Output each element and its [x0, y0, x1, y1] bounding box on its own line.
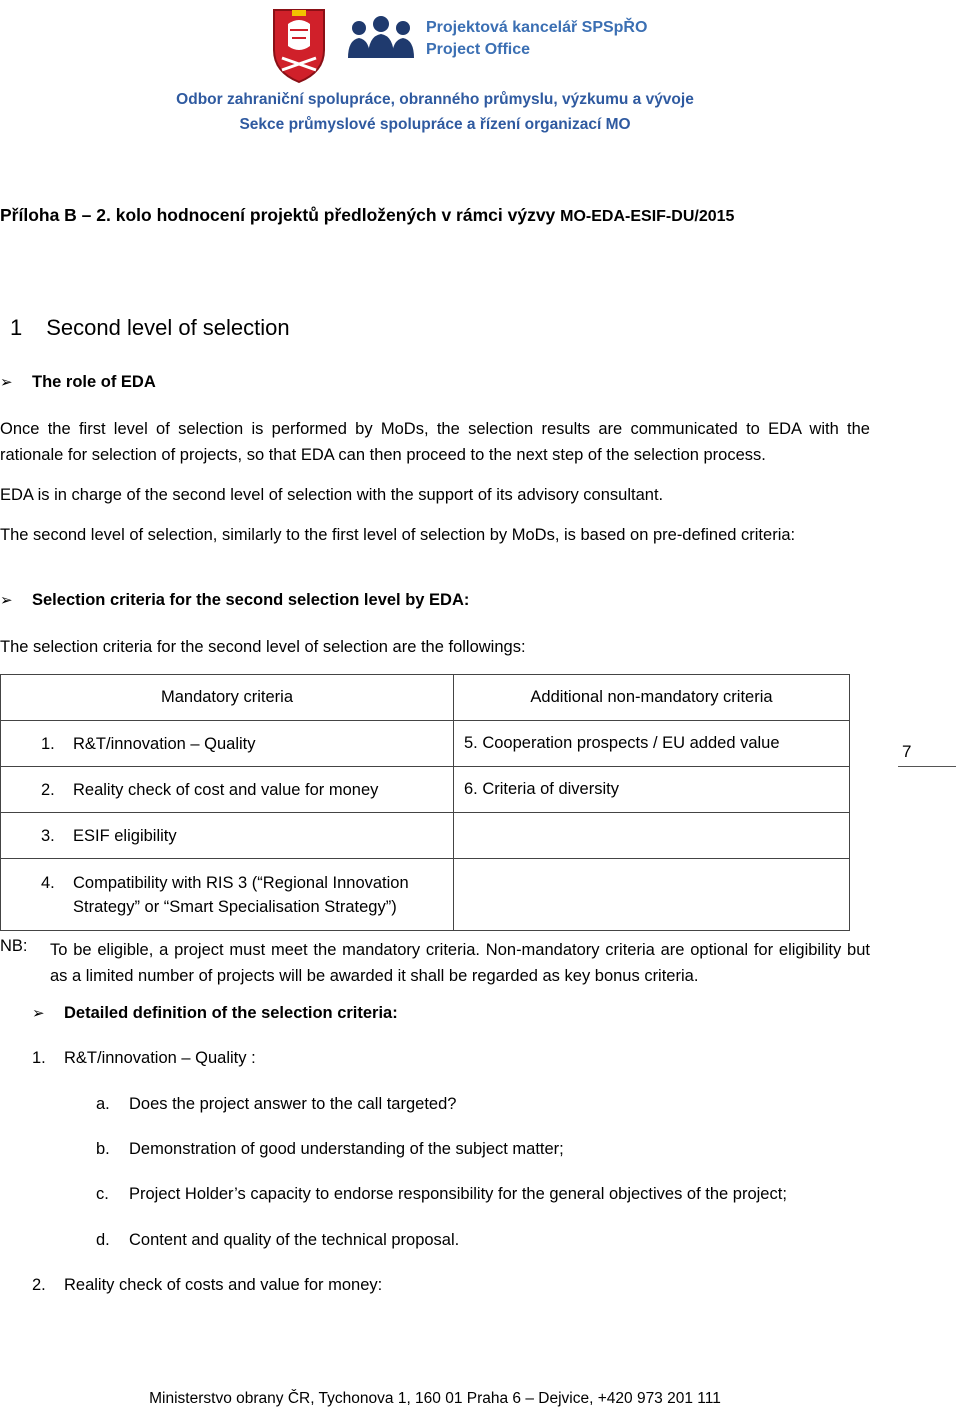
item-text: ESIF eligibility [73, 826, 177, 845]
criteria-heading [0, 591, 469, 610]
section-number: 1 [10, 315, 23, 340]
definition-item-2 [32, 1276, 382, 1295]
item-text: Does the project answer to the call targeted? [129, 1095, 457, 1113]
item-number: 4. [41, 873, 55, 892]
definition-item-1 [32, 1049, 256, 1068]
column-header-additional: Additional non-mandatory criteria [454, 675, 850, 721]
item-text: Project Holder’s capacity to endorse responsibility for the general objectives of the project; [129, 1185, 787, 1203]
office-title [426, 17, 647, 61]
role-paragraph-1: Once the first level of selection is performed by MoDs, the selection results are communicated to EDA with the rationale for selection of projects, so that EDA can then proceed to the next step of the selection process. [0, 420, 870, 464]
definition-heading-text: Detailed definition of the selection criteria: [64, 1004, 398, 1022]
page-number-rule [898, 766, 956, 767]
list-item [96, 1231, 459, 1250]
office-title-line1: Projektová kancelář SPSpŘO [426, 19, 648, 36]
list-item [96, 1185, 787, 1204]
item-number: 1. [41, 734, 55, 753]
criteria-heading-text: Selection criteria for the second selection level by EDA: [32, 591, 470, 609]
item-number: 1. [32, 1049, 46, 1067]
role-paragraph-2: EDA is in charge of the second level of selection with the support of its advisory consultant. [0, 486, 664, 504]
call-code: MO-EDA-ESIF-DU/2015 [560, 208, 735, 225]
nb-label: NB: [0, 937, 28, 955]
mandatory-cell [1, 721, 454, 767]
mandatory-cell [1, 767, 454, 813]
ministry-coat-of-arms-logo [270, 6, 328, 84]
mandatory-cell [1, 859, 454, 931]
annex-title [0, 205, 734, 226]
table-row [1, 721, 850, 767]
item-text: Content and quality of the technical proposal. [129, 1231, 460, 1249]
role-paragraph-3: The second level of selection, similarly to the first level of selection by MoDs, is based on pre-defined criteria: [0, 526, 796, 544]
arrow-bullet-icon: ➢ [32, 1005, 45, 1022]
footer-address: Ministerstvo obrany ČR, Tychonova 1, 160 01 Praha 6 – Dejvice, +420 973 201 111 [149, 1390, 721, 1407]
item-letter: c. [96, 1185, 109, 1203]
item-text: R&T/innovation – Quality [73, 734, 256, 753]
item-number: 3. [41, 826, 55, 845]
item-letter: a. [96, 1095, 110, 1113]
additional-cell: 5. Cooperation prospects / EU added value [454, 721, 850, 767]
item-text: Demonstration of good understanding of the subject matter; [129, 1140, 564, 1158]
additional-cell [454, 813, 850, 859]
role-heading [0, 373, 156, 392]
definition-heading [32, 1004, 398, 1023]
table-row [1, 767, 850, 813]
department-line1: Odbor zahraniční spolupráce, obranného průmyslu, výzkumu a vývoje [176, 91, 694, 108]
item-number: 2. [32, 1276, 46, 1294]
department-line2: Sekce průmyslové spolupráce a řízení organizací MO [239, 116, 631, 133]
criteria-intro: The selection criteria for the second level of selection are the followings: [0, 638, 526, 656]
additional-cell: 6. Criteria of diversity [454, 767, 850, 813]
office-title-line2: Project Office [426, 41, 531, 58]
item-number: 2. [41, 780, 55, 799]
item-text: Compatibility with RIS 3 (“Regional Innovation Strategy” or “Smart Specialisation Strategy”) [73, 873, 409, 916]
role-heading-text: The role of EDA [32, 373, 156, 391]
table-header-row [1, 675, 850, 721]
page-number: 7 [902, 742, 912, 761]
item-text: Reality check of costs and value for money: [64, 1276, 383, 1294]
list-item [96, 1095, 456, 1114]
list-item [96, 1140, 564, 1159]
mandatory-cell [1, 813, 454, 859]
item-text: Reality check of cost and value for money [73, 780, 379, 799]
section-title: Second level of selection [46, 315, 290, 340]
arrow-bullet-icon: ➢ [0, 374, 13, 391]
item-letter: d. [96, 1231, 110, 1249]
additional-cell [454, 859, 850, 931]
table-row [1, 859, 850, 931]
section-heading [10, 315, 290, 341]
nb-text: To be eligible, a project must meet the mandatory criteria. Non-mandatory criteria are optional for eligibility but as a limited number of projects will be awarded it shall be regarded as key bonus criteria. [50, 941, 870, 985]
arrow-bullet-icon: ➢ [0, 592, 13, 609]
criteria-table [0, 674, 850, 931]
project-office-logo [346, 14, 416, 60]
annex-title-text: Příloha B – 2. kolo hodnocení projektů předložených v rámci výzvy [0, 205, 561, 225]
item-text: R&T/innovation – Quality : [64, 1049, 256, 1067]
item-letter: b. [96, 1140, 110, 1158]
column-header-mandatory: Mandatory criteria [1, 675, 454, 721]
table-row [1, 813, 850, 859]
